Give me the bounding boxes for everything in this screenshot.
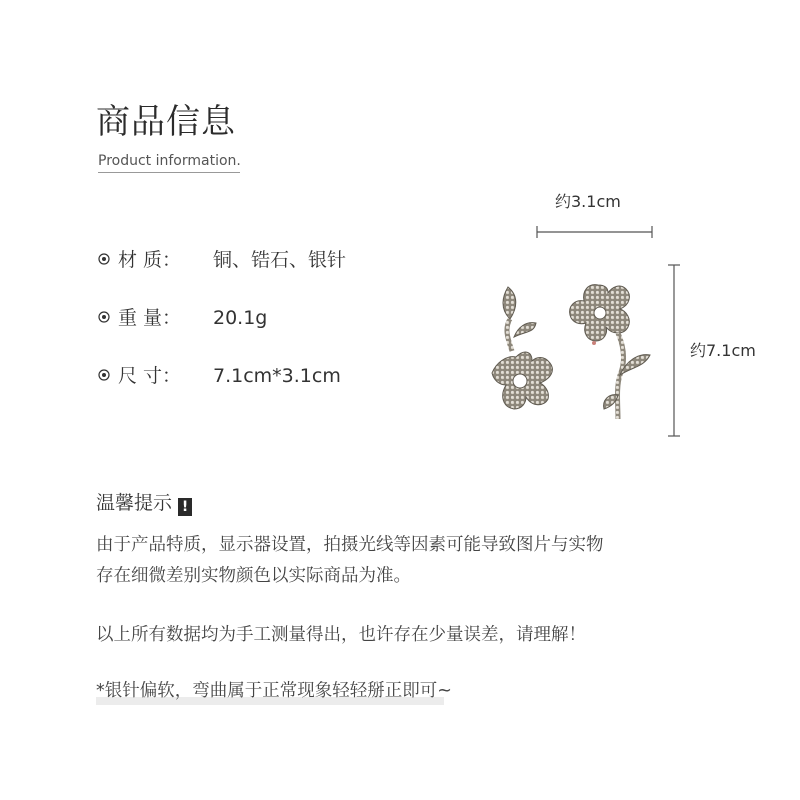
spec-value: 20.1g	[213, 307, 268, 329]
notice-paragraph: 由于产品特质，显示器设置，拍摄光线等因素可能导致图片与实物	[96, 535, 604, 555]
circle-dot-icon	[98, 253, 110, 265]
page-subtitle: Product information.	[98, 153, 241, 169]
spec-value: 7.1cm*3.1cm	[213, 365, 341, 387]
spec-value: 铜、锆石、银针	[213, 249, 347, 271]
notice-title-text: 温馨提示	[96, 492, 173, 514]
subtitle-underline	[98, 172, 240, 173]
circle-dot-icon	[98, 369, 110, 381]
notice-paragraph: 以上所有数据均为手工测量得出，也许存在少量误差，请理解！	[96, 625, 586, 645]
page-title: 商品信息	[96, 102, 236, 142]
earring-illustration	[470, 275, 670, 435]
left-earring	[492, 287, 552, 409]
notice-paragraph: *银针偏软，弯曲属于正常现象轻轻掰正即可~	[96, 681, 452, 701]
right-earring	[570, 285, 650, 419]
circle-dot-icon	[98, 311, 110, 323]
spec-label: 重 量：	[118, 307, 182, 329]
notice-paragraph: 存在细微差别实物颜色以实际商品为准。	[96, 566, 411, 586]
width-dimension-label: 约3.1cm	[555, 192, 621, 211]
exclamation-icon: !	[178, 498, 192, 516]
spec-label: 材 质：	[118, 249, 182, 271]
spec-label: 尺 寸：	[118, 365, 182, 387]
width-dimension-line	[530, 222, 660, 242]
notice-title	[96, 490, 192, 516]
height-dimension-label: 约7.1cm	[690, 341, 756, 360]
